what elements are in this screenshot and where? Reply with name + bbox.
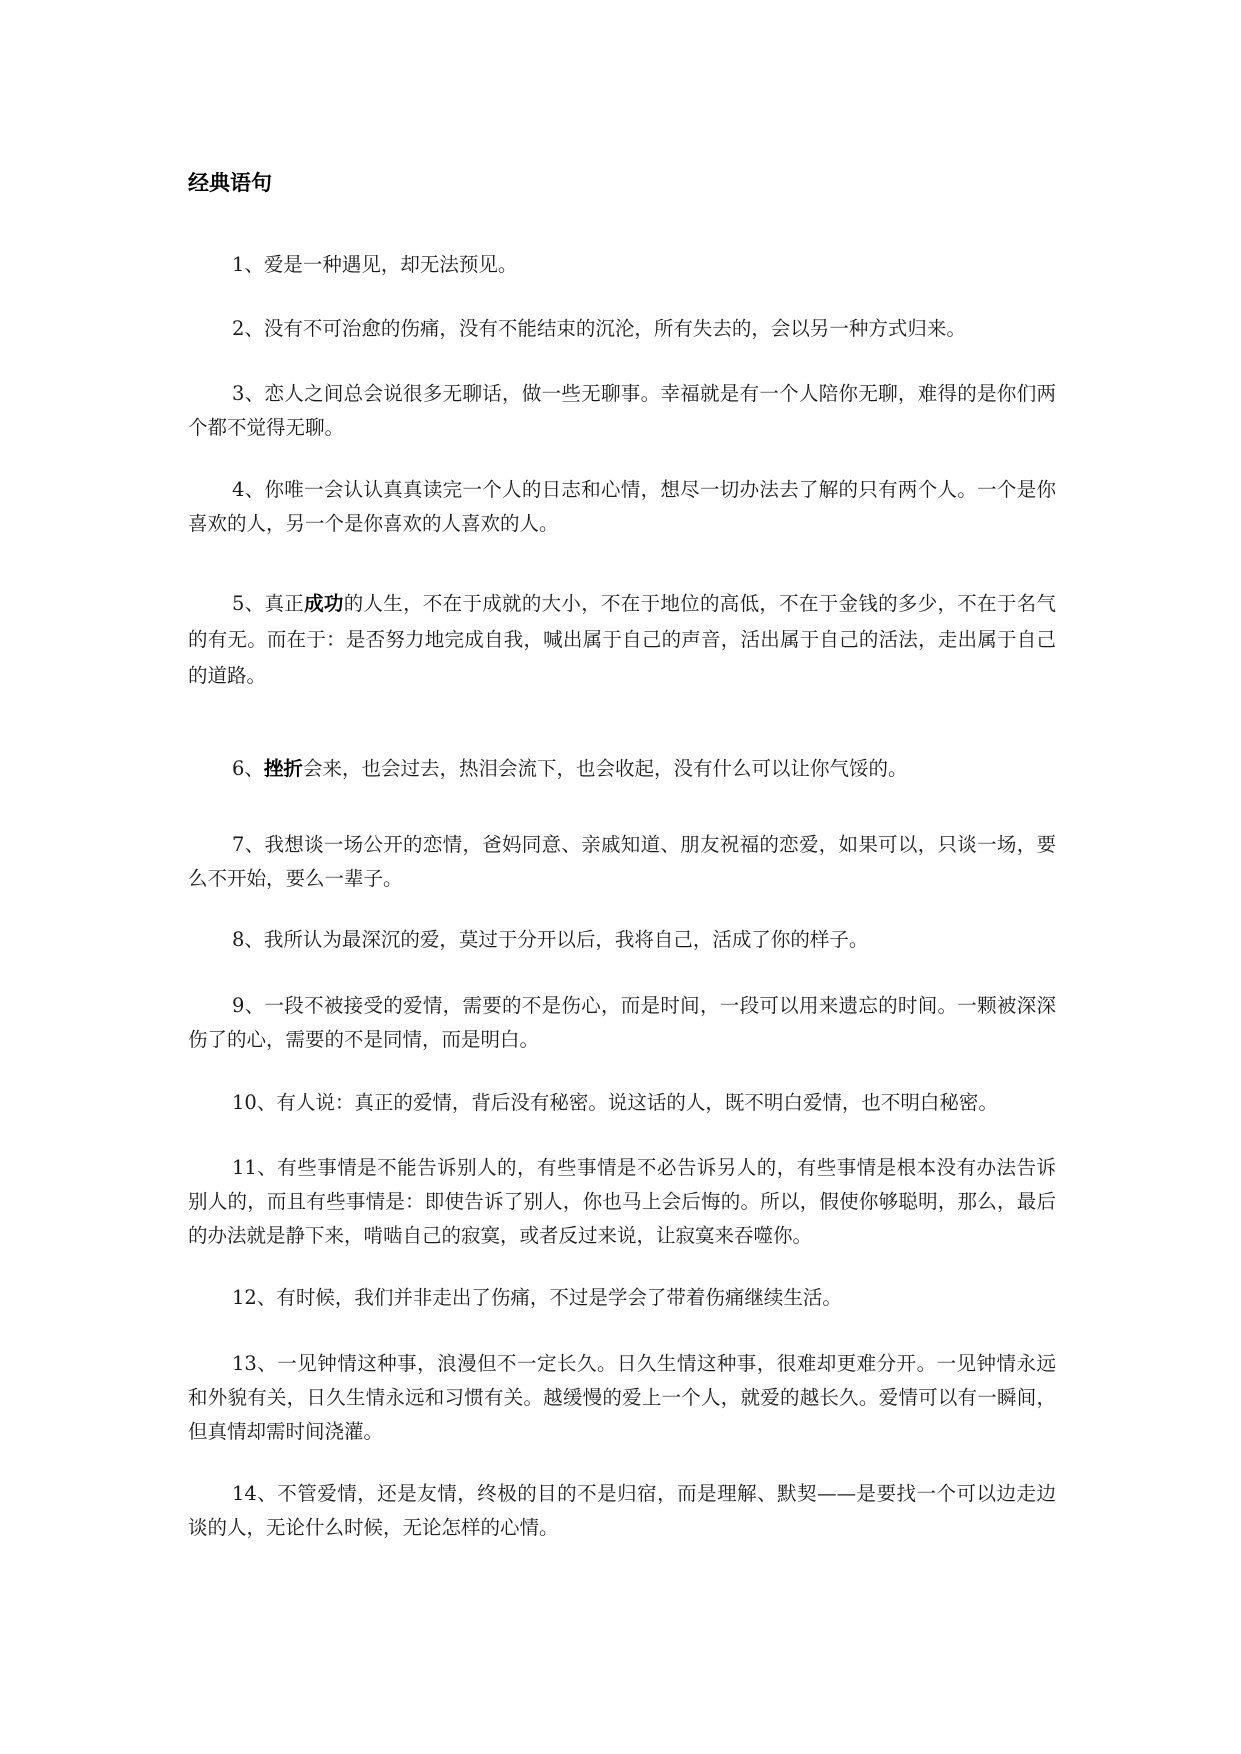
quote-paragraph: 13、一见钟情这种事，浪漫但不一定长久。日久生情这种事，很难却更难分开。一见钟情永远和外貌有关，日久生情永远和习惯有关。越缓慢的爱上一个人，就爱的越长久。爱情可以有一瞬间，但真情却需时间浇灌。 [188,1352,1056,1443]
quote-paragraph: 10、有人说：真正的爱情，背后没有秘密。说这话的人，既不明白爱情，也不明白秘密。 [232,1091,998,1114]
quote-text: 5、真正 [232,592,305,615]
quote-paragraph: 3、恋人之间总会说很多无聊话，做一些无聊事。幸福就是有一个人陪你无聊，难得的是你们两个都不觉得无聊。 [188,382,1056,439]
keyword-highlight: 成功 [304,592,344,615]
quote-paragraph [188,586,1056,694]
page-title: 经典语句 [188,171,272,195]
keyword-highlight: 挫折 [263,757,303,780]
quote-text: 会来，也会过去，热泪会流下，也会收起，没有什么可以让你气馁的。 [302,757,908,780]
quote-paragraph: 9、一段不被接受的爱情，需要的不是伤心，而是时间，一段可以用来遗忘的时间。一颗被深深伤了的心，需要的不是同情，而是明白。 [188,994,1056,1051]
quote-paragraph: 14、不管爱情，还是友情，终极的目的不是归宿，而是理解、默契——是要找一个可以边走边谈的人，无论什么时候，无论怎样的心情。 [188,1482,1056,1539]
quote-paragraph: 4、你唯一会认认真真读完一个人的日志和心情，想尽一切办法去了解的只有两个人。一个是你喜欢的人，另一个是你喜欢的人喜欢的人。 [188,478,1056,535]
quote-text: 的人生，不在于成就的大小，不在于地位的高低，不在于金钱的多少，不在于名气的有无。而在于：是否努力地完成自我，喊出属于自己的声音，活出属于自己的活法，走出属于自己的道路。 [188,592,1056,687]
quote-paragraph: 12、有时候，我们并非走出了伤痛，不过是学会了带着伤痛继续生活。 [232,1286,842,1309]
quote-paragraph: 8、我所认为最深沉的爱，莫过于分开以后，我将自己，活成了你的样子。 [232,928,869,951]
quote-paragraph [188,752,1056,786]
quote-paragraph: 11、有些事情是不能告诉别人的，有些事情是不必告诉另人的，有些事情是根本没有办法告诉别人的，而且有些事情是：即使告诉了别人，你也马上会后悔的。所以，假使你够聪明，那么，最后的办法就是静下来，啃啮自己的寂寞，或者反过来说，让寂寞来吞噬你。 [188,1156,1056,1247]
quote-paragraph: 7、我想谈一场公开的恋情，爸妈同意、亲戚知道、朋友祝福的恋爱，如果可以，只谈一场，要么不开始，要么一辈子。 [188,833,1056,890]
quote-text: 6、 [232,757,264,780]
quote-paragraph: 2、没有不可治愈的伤痛，没有不能结束的沉沦，所有失去的，会以另一种方式归来。 [232,317,966,340]
quote-paragraph: 1、爱是一种遇见，却无法预见。 [232,253,518,276]
